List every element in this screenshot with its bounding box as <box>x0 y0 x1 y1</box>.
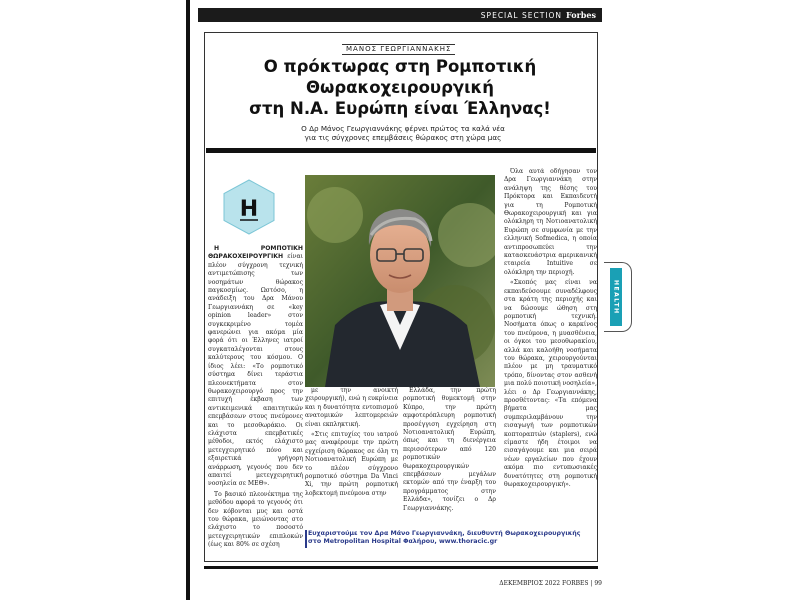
dropcap-letter: Η <box>239 197 259 222</box>
paragraph: Ελλάδα, την πρώτη ρομποτική θυμεκτομή στην Κύπρο, την πρώτη αμφοτερόπλευρη ρομποτική προσέγγιση εγχείρηση στη Νοτιοανατολική Ευρώπη, όπως και τη διενέργεια περισσότερων από 120 ρομποτικών θωρακοχειρουργικών επεμβάσεων μεγάλων εκτομών από την έναρξη του προγράμματος στην Ελλάδα», τονίζει ο Δρ Γεωργιαννάκης. <box>403 387 496 512</box>
article-title <box>198 56 602 119</box>
author-name: ΜΑΝΟΣ ΓΕΩΡΓΙΑΝΝΑΚΗΣ <box>342 44 455 55</box>
text-column-4 <box>504 168 597 528</box>
magazine-page <box>198 0 602 600</box>
title-line: στη Ν.Α. Ευρώπη είναι Έλληνας! <box>249 99 551 118</box>
caption-line: στο Metropolitan Hospital Φαλήρου, www.thoracic.gr <box>308 538 498 545</box>
special-section-header <box>198 8 602 22</box>
title-divider <box>206 148 596 153</box>
caption-line: Ευχαριστούμε τον Δρα Μάνο Γεωργιαννάκη, διευθυντή Θωρακοχειρουργικής <box>308 530 581 537</box>
text-column-1 <box>208 245 303 563</box>
caption-accent-bar <box>305 530 307 548</box>
page-footer: ΔΕΚΕΜΒΡΙΟΣ 2022 FORBES | 99 <box>499 580 602 587</box>
article-subtitle <box>238 124 568 142</box>
dropcap-hexagon <box>220 178 278 236</box>
paragraph: Το βασικό πλεονέκτημα της μεθόδου αφορά το γεγονός ότι δεν κόβονται μυς και οστά του θώρακα, μειώνοντας στο ελάχιστο το ποσοστό μετεγχειρητικών επιπλοκών (έως και 80% σε σχέση <box>208 490 303 549</box>
title-line: Θωρακοχειρουργική <box>305 78 495 97</box>
lead-text: Η ΡΟΜΠΟΤΙΚΗ ΘΩΡΑΚΟΧΕΙΡΟΥΡΓΙΚΗ <box>208 245 303 261</box>
text-column-3 <box>403 387 496 527</box>
text-column-2 <box>305 387 398 527</box>
magazine-spine <box>186 0 190 600</box>
paragraph: Όλα αυτά οδήγησαν τον Δρα Γεωργιαννάκη στην ανάληψη της θέσης του Πρόκτορα και Εκπαιδευτή για τη Ρομποτική Θωρακοχειρουργική και για ολόκληρη τη Νοτιοανατολική Ευρώπη σε συμφωνία με την ελληνική Sofmedica, η οποία αντιπροσωπεύει την κατασκευάστρια αμερικανική εταιρεία Intuitive σε ολόκληρη την περιοχή. <box>504 168 597 276</box>
section-label: SPECIAL SECTION <box>480 10 563 20</box>
forbes-brand: Forbes <box>566 10 596 20</box>
paragraph: με την ανοικτή χειρουργική), ενώ η ευκρίνεια και η δυνατότητα εντοπισμού ανατομικών λεπτομερειών είναι εκπληκτική. <box>305 387 398 428</box>
title-line: Ο πρόκτωρας στη Ρομποτική <box>263 57 537 76</box>
paragraph: είναι πλέον σύγχρονη τεχνική αντιμετώπισης των νοσημάτων θώρακος παγκοσμίως. Ωστόσο, η ανάδειξη του Δρα Μάνου Γεωργιαννάκη σε «key opinion leader» στον συγκεκριμένο τομέα φανερώνει για ακόμα μία φορά ότι οι Έλληνες ιατροί συγκαταλέγονται στους καλύτερους του κόσμου. Ο ίδιος λέει: «Το ρομποτικό σύστημα δίνει τεράστια πλεονεκτήματα στον θωρακοχειρουργό προς την επιτυχή έκβαση των αντικειμενικά απαιτητικών επεμβάσεων στους πνεύμονες και το μεσοθωράκιο. Οι ελάχιστα επεμβατικές μέθοδοι, εκτός ελάχιστο μετεγχειρητικό πόνο και εξαιρετικά γρήγορη ανάρρωση, γεγονός που δεν απαιτεί μετεγχειρητική νοσηλεία σε ΜΕΘ». <box>208 253 303 488</box>
doctor-portrait-photo <box>305 175 495 387</box>
health-section-tab[interactable] <box>604 262 634 332</box>
health-tab-label: HEALTH <box>610 268 622 326</box>
subtitle-line: για τις σύγχρονες επεμβάσεις θώρακος στη χώρα μας <box>304 133 502 142</box>
subtitle-line: Ο Δρ Μάνος Γεωργιαννάκης φέρνει πρώτος τα καλά νέα <box>301 124 505 133</box>
paragraph: «Σκοπός μας είναι να εκπαιδεύσουμε συναδέλφους στα κράτη της περιοχής και να δώσουμε ώθηση στη ρομποτική τεχνική. Νοσήματα όπως ο καρκίνος του πνεύμονα, η μυασθένεια, οι όγκοι του μεσοθωρακίου, αλλά και καλοήθη νοσήματα του θώρακα, χειρουργούνται πλέον με μη τραυματικό τρόπο, δίνοντας στον ασθενή μια πολύ ποιοτική νοσηλεία», λέει ο Δρ Γεωργιαννάκης, προσθέτοντας: «Τα επόμενα βήματα μας συμπεριλαμβάνουν την εισαγωγή των ρομποτικών κοπτοραπτών (staplers), ενώ είμαστε ήδη έτοιμοι να εισαγάγουμε και μια σειρά νέων εργαλείων που έχουν ακόμα πιο εντυπωσιακές δυνατότητες στη ρομποτική θωρακοχειρουργική». <box>504 279 597 489</box>
paragraph: «Στις επιτυχίες του ιατρού μας αναφέρουμε την πρώτη εγχείριση θώρακος σε όλη τη Νοτιοανατολική Ευρώπη με το πλέον σύγχρονο ρομποτικό σύστημα Da Vinci Xi, την πρώτη ρομποτική λοβεκτομή πνεύμονα στην <box>305 431 398 497</box>
bottom-divider <box>204 566 598 569</box>
acknowledgement-caption <box>308 530 598 546</box>
